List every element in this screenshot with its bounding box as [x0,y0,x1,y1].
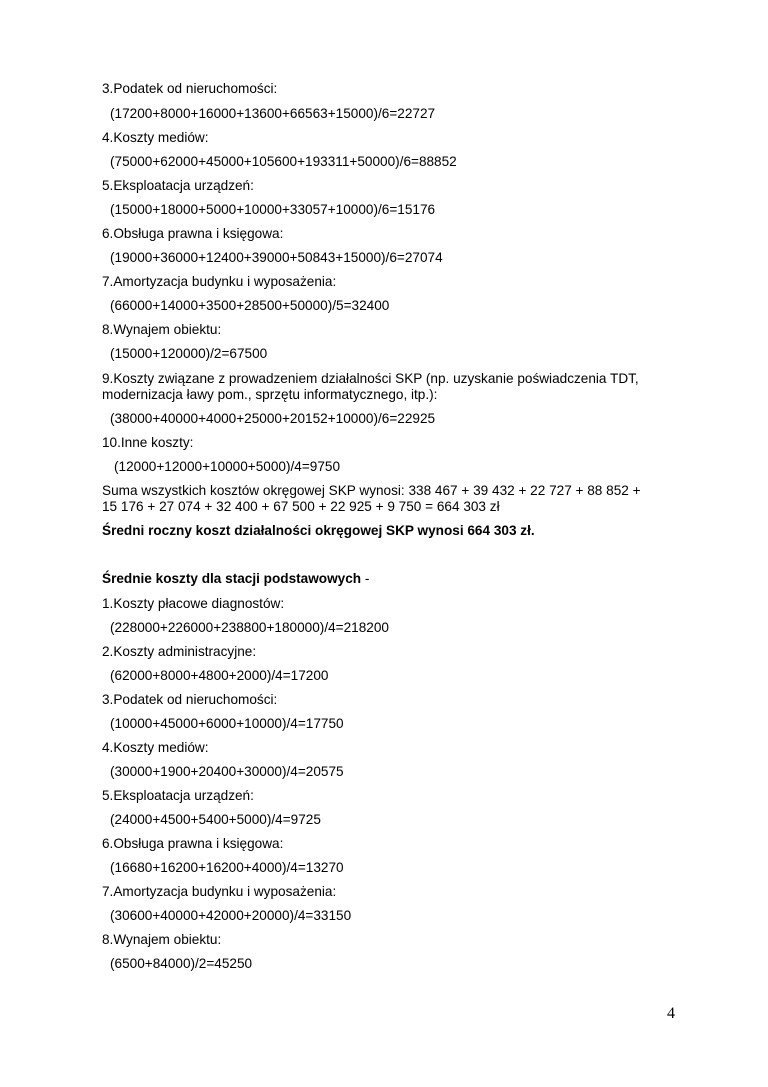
item-9-formula: (38000+40000+4000+25000+20152+10000)/6=22925 [110,411,436,426]
base-item-6-formula: (16680+16200+16200+4000)/4=13270 [110,860,344,875]
base-item-1-formula: (228000+226000+238800+180000)/4=218200 [110,620,389,635]
item-8-formula: (15000+120000)/2=67500 [110,346,268,361]
item-4-formula: (75000+62000+45000+105600+193311+50000)/6=88852 [110,154,457,169]
base-item-8-formula: (6500+84000)/2=45250 [110,956,253,971]
base-item-4-heading: 4.Koszty mediów: [102,740,209,755]
sum-line-2: 15 176 + 27 074 + 32 400 + 67 500 + 22 925 + 9 750 = 664 303 zł [102,499,500,514]
base-item-3-heading: 3.Podatek od nieruchomości: [102,692,278,707]
item-6-formula: (19000+36000+12400+39000+50843+15000)/6=27074 [110,250,443,265]
item-7-heading: 7.Amortyzacja budynku i wyposażenia: [102,274,337,289]
base-item-7-heading: 7.Amortyzacja budynku i wyposażenia: [102,884,337,899]
base-item-1-heading: 1.Koszty płacowe diagnostów: [102,596,285,611]
sum-line-1: Suma wszystkich kosztów okręgowej SKP wynosi: 338 467 + 39 432 + 22 727 + 88 852 + [102,483,641,498]
base-item-5-heading: 5.Eksploatacja urządzeń: [102,788,254,803]
section-heading [102,570,369,587]
item-10-heading: 10.Inne koszty: [102,435,194,450]
item-10-formula: (12000+12000+10000+5000)/4=9750 [114,459,341,474]
page-number: 4 [667,1005,675,1022]
base-item-6-heading: 6.Obsługa prawna i księgowa: [102,836,284,851]
base-item-5-formula: (24000+4500+5400+5000)/4=9725 [110,812,321,827]
section-heading-dash: - [361,571,370,586]
section-heading-title: Średnie koszty dla stacji podstawowych [102,571,362,586]
base-item-7-formula: (30600+40000+42000+20000)/4=33150 [110,908,352,923]
item-8-heading: 8.Wynajem obiektu: [102,322,222,337]
item-3-formula: (17200+8000+16000+13600+66563+15000)/6=22727 [110,106,436,121]
item-7-formula: (66000+14000+3500+28500+50000)/5=32400 [110,298,390,313]
base-item-2-formula: (62000+8000+4800+2000)/4=17200 [110,668,329,683]
base-item-8-heading: 8.Wynajem obiektu: [102,932,222,947]
item-5-formula: (15000+18000+5000+10000+33057+10000)/6=15176 [110,202,436,217]
item-9-heading-cont: modernizacja ławy pom., sprzętu informatycznego, itp.): [102,387,438,402]
base-item-3-formula: (10000+45000+6000+10000)/4=17750 [110,716,344,731]
base-item-4-formula: (30000+1900+20400+30000)/4=20575 [110,764,344,779]
item-9-heading: 9.Koszty związane z prowadzeniem działalności SKP (np. uzyskanie poświadczenia TDT, [102,371,639,386]
average-cost-summary: Średni roczny koszt działalności okręgowej SKP wynosi 664 303 zł. [102,523,535,538]
item-3-heading: 3.Podatek od nieruchomości: [102,81,278,96]
item-4-heading: 4.Koszty mediów: [102,130,209,145]
item-6-heading: 6.Obsługa prawna i księgowa: [102,226,284,241]
base-item-2-heading: 2.Koszty administracyjne: [102,644,257,659]
item-5-heading: 5.Eksploatacja urządzeń: [102,178,254,193]
